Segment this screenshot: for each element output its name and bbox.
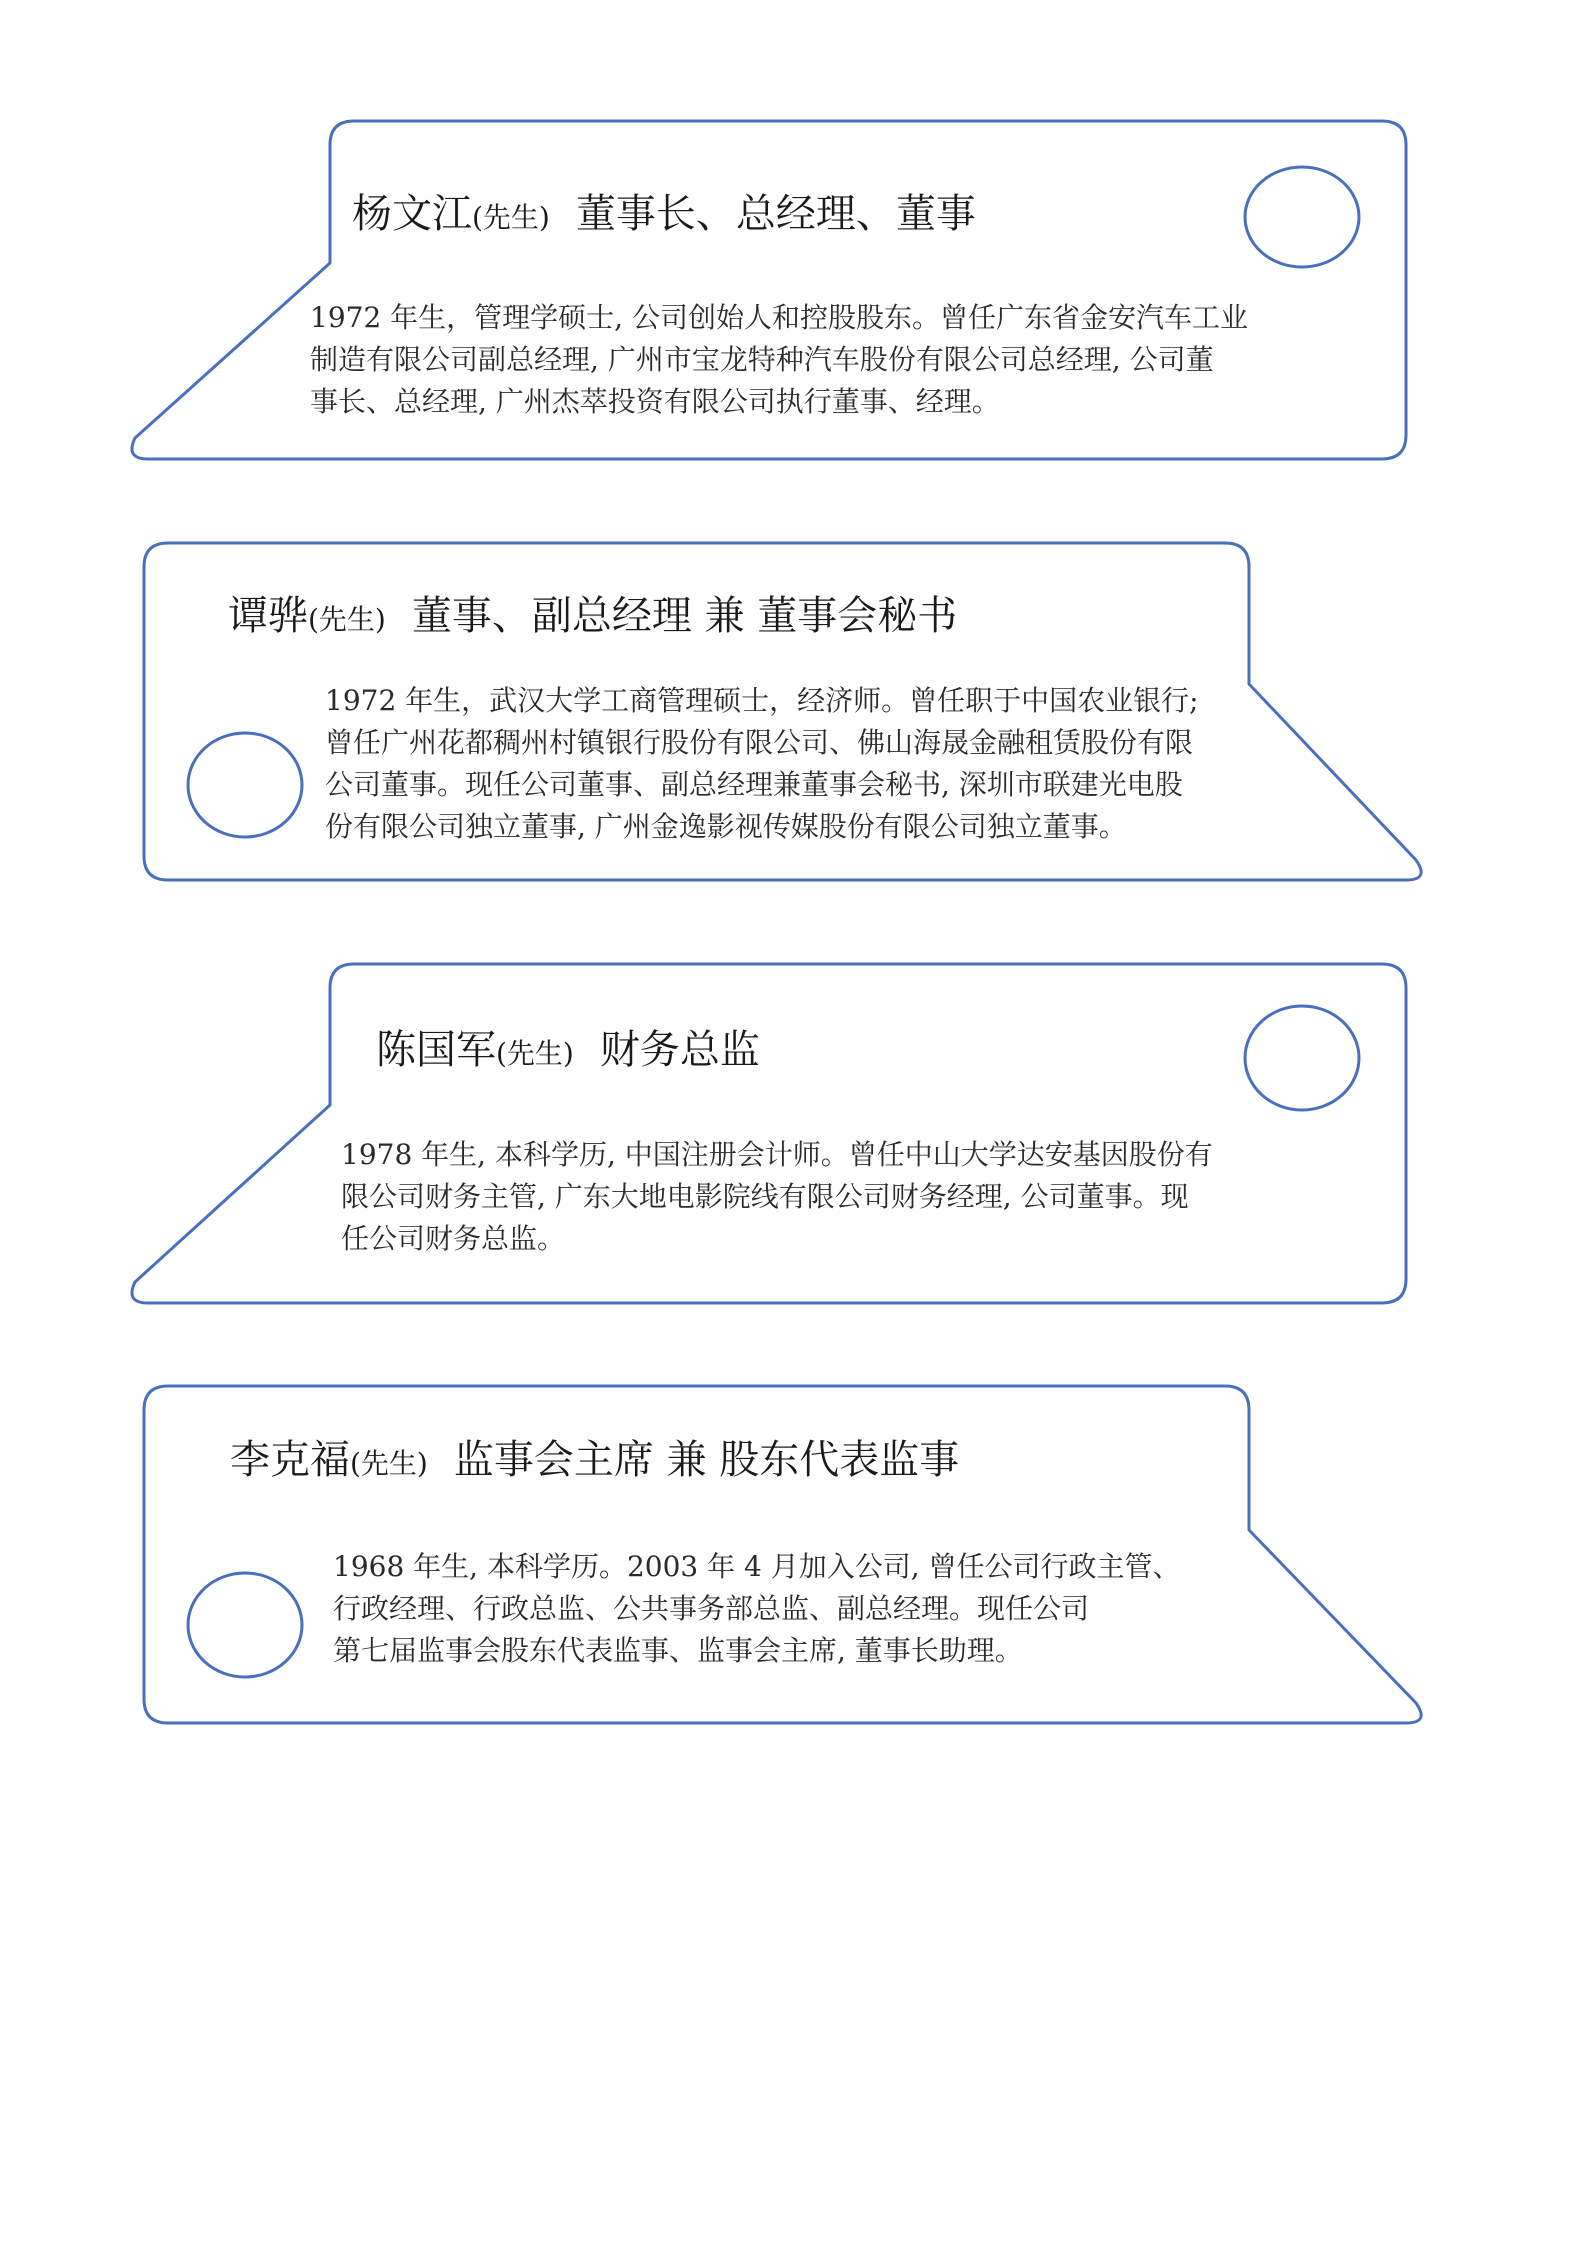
person-role: 财务总监 <box>599 1027 760 1073</box>
person-name: 杨文江 <box>352 191 472 237</box>
person-name: 陈国军 <box>376 1027 496 1073</box>
person-role: 监事会主席 兼 股东代表监事 <box>453 1437 960 1483</box>
person-role: 董事、副总经理 兼 董事会秘书 <box>411 593 958 639</box>
placeholder-circle-4 <box>188 1573 302 1677</box>
profile-bio-2 <box>325 680 1199 848</box>
honorific: (先生) <box>472 201 550 234</box>
bio-line: 第七届监事会股东代表监事、监事会主席, 董事长助理。 <box>333 1634 1023 1667</box>
bio-line: 行政经理、行政总监、公共事务部总监、副总经理。现任公司 <box>333 1592 1090 1625</box>
person-role: 董事长、总经理、董事 <box>575 191 976 237</box>
bio-line: 1972 年生，管理学硕士, 公司创始人和控股股东。曾任广东省金安汽车工业 <box>310 301 1248 334</box>
profile-heading-4 <box>230 1434 959 1490</box>
profile-heading-1 <box>352 188 976 244</box>
honorific: (先生) <box>496 1037 574 1070</box>
placeholder-circle-1 <box>1245 167 1359 267</box>
bio-line: 1978 年生, 本科学历, 中国注册会计师。曾任中山大学达安基因股份有 <box>341 1138 1213 1171</box>
placeholder-circle-2 <box>188 733 302 837</box>
bio-line: 公司董事。现任公司董事、副总经理兼董事会秘书, 深圳市联建光电股 <box>325 768 1183 801</box>
bio-line: 份有限公司独立董事, 广州金逸影视传媒股份有限公司独立董事。 <box>325 810 1127 843</box>
profile-bio-4 <box>333 1546 1181 1672</box>
honorific: (先生) <box>350 1447 428 1480</box>
profile-bio-3 <box>341 1134 1213 1260</box>
profile-heading-2 <box>228 590 957 646</box>
honorific: (先生) <box>308 603 386 636</box>
bio-line: 任公司财务总监。 <box>341 1222 566 1255</box>
person-name: 谭骅 <box>228 593 308 639</box>
bio-line: 制造有限公司副总经理, 广州市宝龙特种汽车股份有限公司总经理, 公司董 <box>310 343 1214 376</box>
bio-line: 事长、总经理, 广州杰萃投资有限公司执行董事、经理。 <box>310 385 1000 418</box>
bio-line: 曾任广州花都稠州村镇银行股份有限公司、佛山海晟金融租赁股份有限 <box>325 726 1194 759</box>
bio-line: 限公司财务主管, 广东大地电影院线有限公司财务经理, 公司董事。现 <box>341 1180 1189 1213</box>
placeholder-circle-3 <box>1245 1006 1359 1110</box>
bio-line: 1972 年生，武汉大学工商管理硕士，经济师。曾任职于中国农业银行; <box>325 684 1199 717</box>
profile-heading-3 <box>376 1024 760 1080</box>
profile-bio-1 <box>310 297 1248 423</box>
bio-line: 1968 年生, 本科学历。2003 年 4 月加入公司, 曾任公司行政主管、 <box>333 1550 1181 1583</box>
person-name: 李克福 <box>230 1437 350 1483</box>
